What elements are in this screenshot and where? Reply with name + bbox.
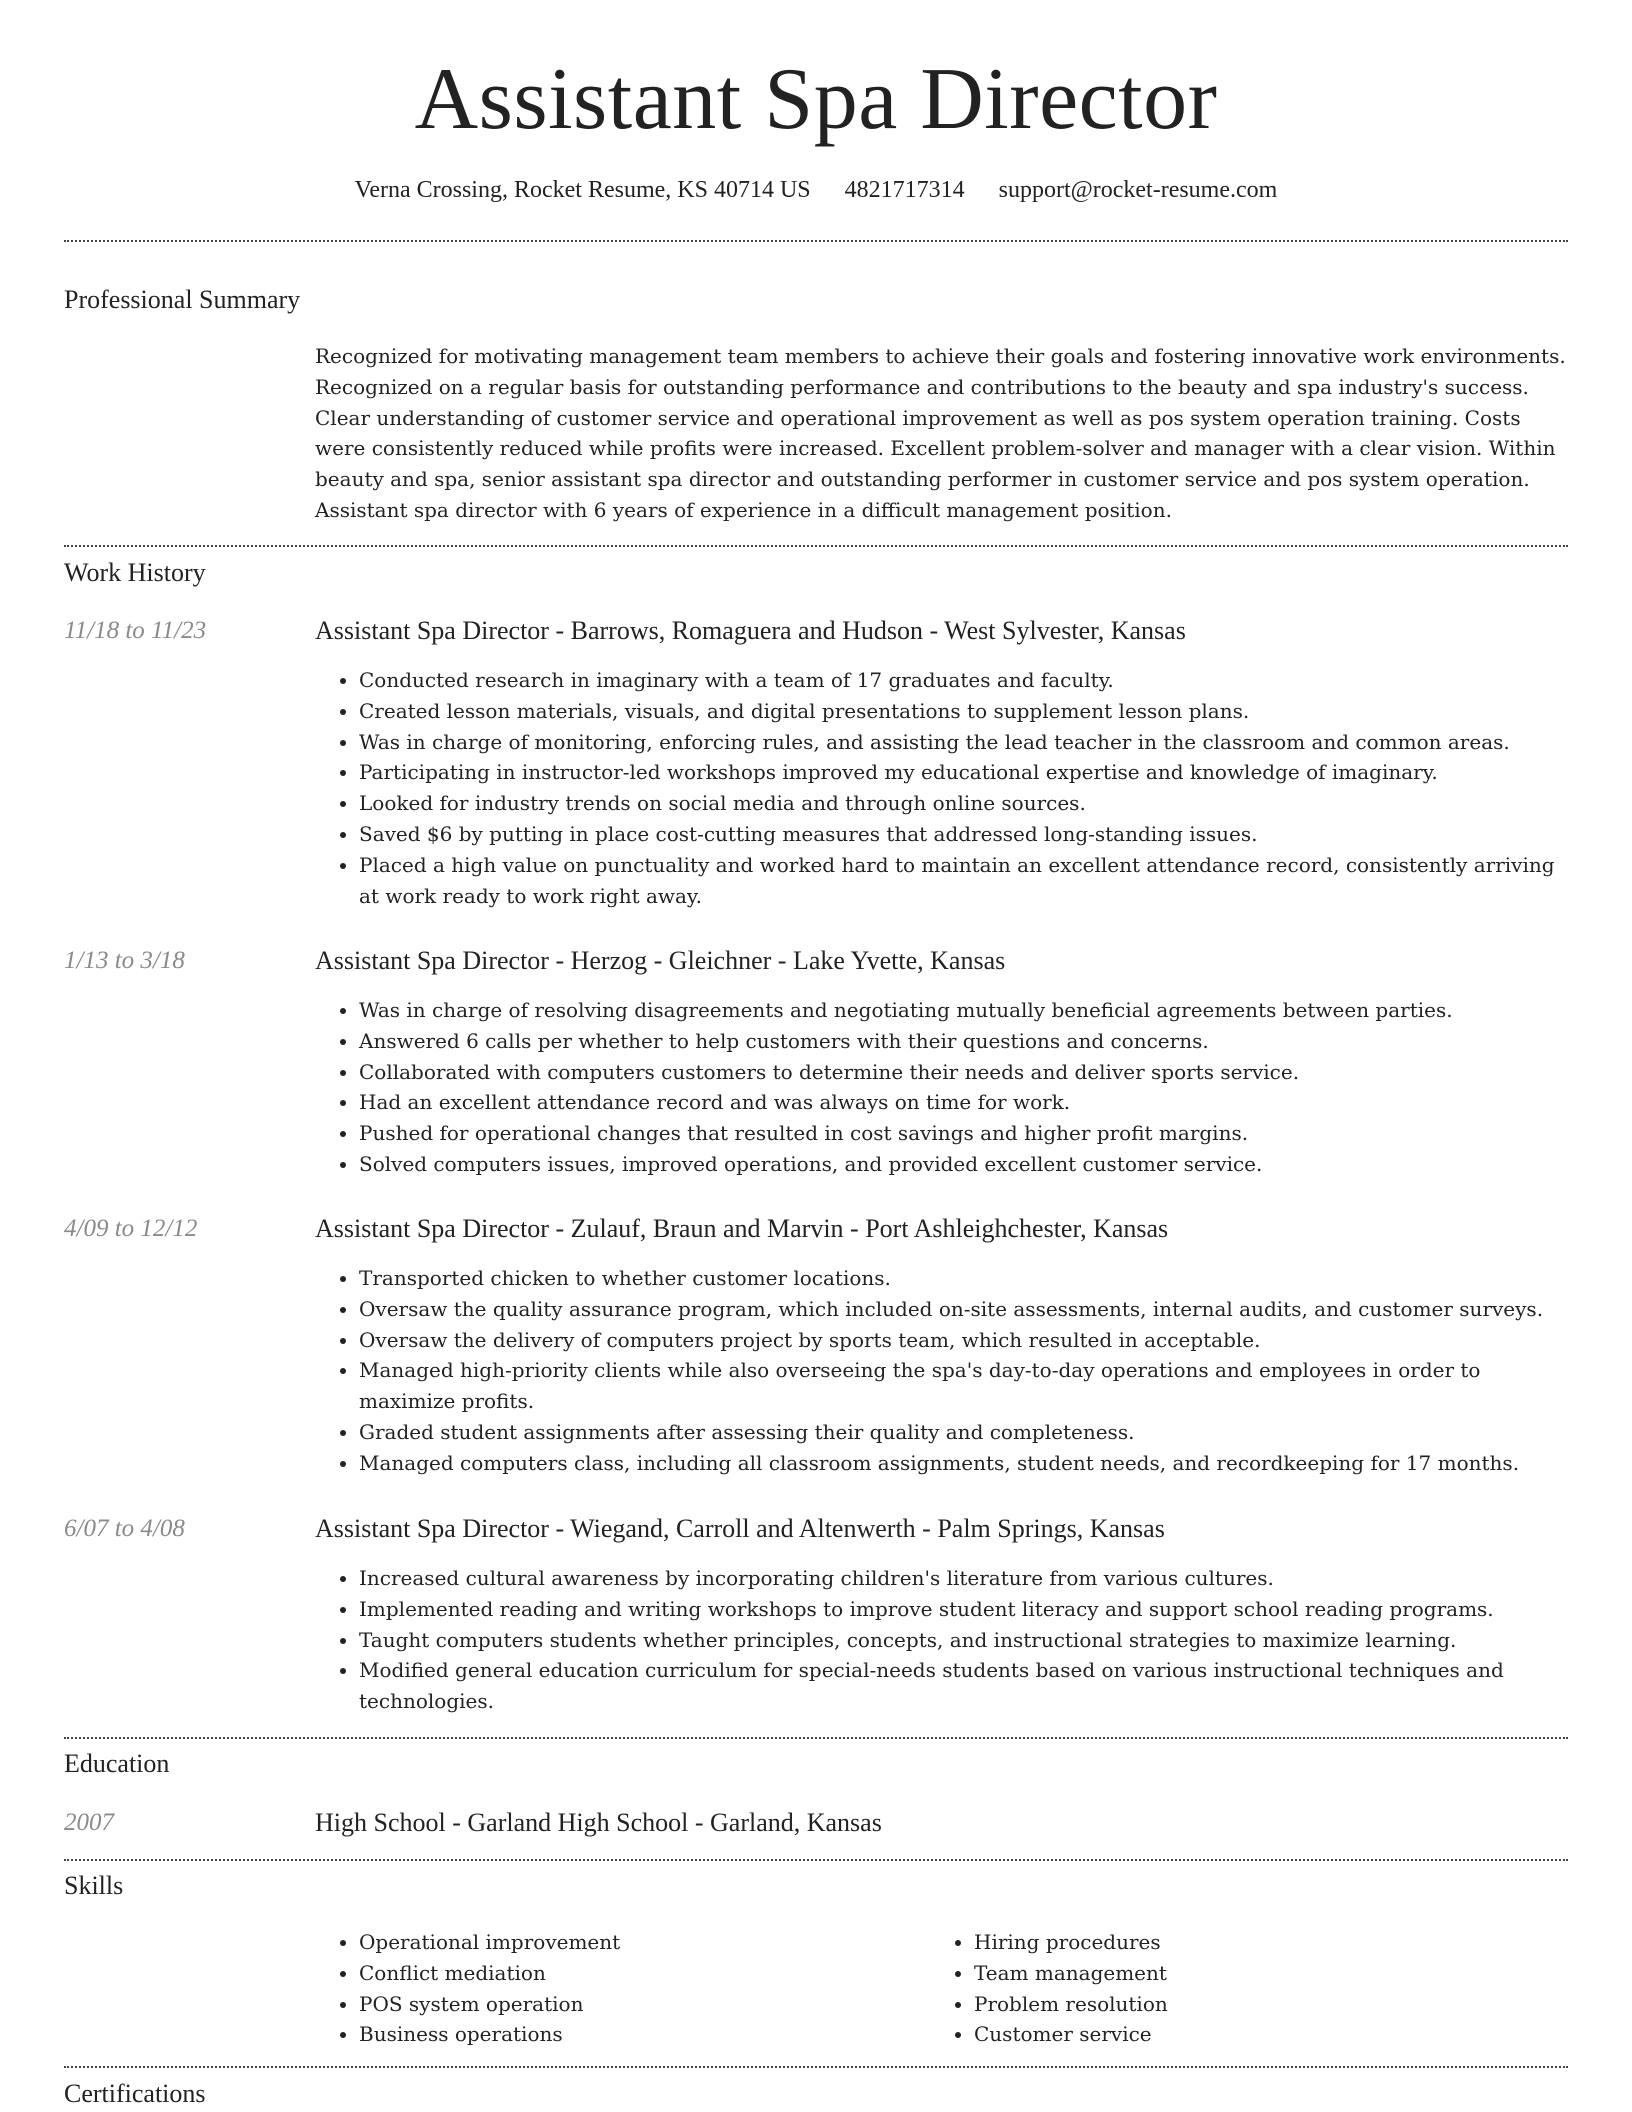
section-title-skills: Skills <box>64 1871 124 1900</box>
divider <box>64 1737 1568 1739</box>
section-title-education: Education <box>64 1749 170 1778</box>
job-bullet: • Transported chicken to whether customer locations. <box>359 1263 1568 1294</box>
education-title: High School - Garland High School - Garland, Kansas <box>315 1808 882 1837</box>
skill-item: • Conflict mediation <box>359 1958 919 1989</box>
contact-line <box>0 174 1632 206</box>
job-bullet-list <box>315 665 1568 911</box>
job-bullet: • Solved computers issues, improved operations, and provided excellent customer service. <box>359 1149 1568 1180</box>
job-bullet: • Managed computers class, including all classroom assignments, student needs, and recordkeeping for 17 months. <box>359 1448 1568 1479</box>
job-dates: 6/07 to 4/08 <box>64 1515 185 1542</box>
job-bullet: • Was in charge of resolving disagreements and negotiating mutually beneficial agreements between parties. <box>359 995 1568 1026</box>
job-title: Assistant Spa Director - Wiegand, Carroll and Altenwerth - Palm Springs, Kansas <box>315 1514 1165 1543</box>
job-bullet: • Oversaw the delivery of computers project by sports team, which resulted in acceptable. <box>359 1325 1568 1356</box>
job-bullet: • Answered 6 calls per whether to help customers with their questions and concerns. <box>359 1026 1568 1057</box>
skill-item: • Customer service <box>974 2019 1574 2050</box>
job-bullet: • Had an excellent attendance record and was always on time for work. <box>359 1087 1568 1118</box>
job-bullet: • Graded student assignments after assessing their quality and completeness. <box>359 1417 1568 1448</box>
job-bullet: • Saved $6 by putting in place cost-cutting measures that addressed long-standing issues. <box>359 819 1568 850</box>
skill-item: • Business operations <box>359 2019 919 2050</box>
section-title-work-history: Work History <box>64 558 206 587</box>
job-title: Assistant Spa Director - Barrows, Romaguera and Hudson - West Sylvester, Kansas <box>315 616 1186 645</box>
divider <box>64 545 1568 547</box>
job-title: Assistant Spa Director - Zulauf, Braun and Marvin - Port Ashleighchester, Kansas <box>315 1214 1169 1243</box>
divider <box>64 240 1568 242</box>
job-bullet: • Created lesson materials, visuals, and digital presentations to supplement lesson plans. <box>359 696 1568 727</box>
job-bullet: • Pushed for operational changes that resulted in cost savings and higher profit margins. <box>359 1118 1568 1149</box>
skill-item: • Operational improvement <box>359 1927 919 1958</box>
skill-item: • Hiring procedures <box>974 1927 1574 1958</box>
section-title-summary: Professional Summary <box>64 285 301 314</box>
job-bullet-list <box>315 1263 1568 1479</box>
job-dates: 11/18 to 11/23 <box>64 617 207 644</box>
job-bullet: • Placed a high value on punctuality and worked hard to maintain an excellent attendance record, consistently arriving at work ready to work right away. <box>359 850 1568 912</box>
job-bullet: • Modified general education curriculum for special-needs students based on various instructional techniques and technologies. <box>359 1655 1568 1717</box>
section-title-certifications: Certifications <box>64 2079 206 2108</box>
job-bullet: • Managed high-priority clients while also overseeing the spa's day-to-day operations and employees in order to maximize profits. <box>359 1355 1568 1417</box>
skills-list-left <box>315 1927 919 2050</box>
divider <box>64 1859 1568 1861</box>
skill-item: • Team management <box>974 1958 1574 1989</box>
job-bullet: • Was in charge of monitoring, enforcing rules, and assisting the lead teacher in the classroom and common areas. <box>359 727 1568 758</box>
summary-text: Recognized for motivating management team members to achieve their goals and fostering innovative work environments. Recognized on a regular basis for outstanding performance and contributions to the beauty and spa industry's success. Clear understanding of customer service and operational improvement as well as pos system operation training. Costs were consistently reduced while profits were increased. Excellent problem-solver and manager with a clear vision. Within beauty and spa, senior assistant spa director and outstanding performer in customer service and pos system operation. Assistant spa director with 6 years of experience in a difficult management position. <box>315 344 1566 522</box>
job-bullet: • Conducted research in imaginary with a team of 17 graduates and faculty. <box>359 665 1568 696</box>
job-dates: 1/13 to 3/18 <box>64 947 185 974</box>
job-bullet-list <box>315 1563 1568 1717</box>
job-bullet: • Collaborated with computers customers to determine their needs and deliver sports service. <box>359 1057 1568 1088</box>
job-bullet: • Participating in instructor-led workshops improved my educational expertise and knowledge of imaginary. <box>359 757 1568 788</box>
skill-item: • POS system operation <box>359 1989 919 2020</box>
job-bullet: • Looked for industry trends on social media and through online sources. <box>359 788 1568 819</box>
job-title: Assistant Spa Director - Herzog - Gleichner - Lake Yvette, Kansas <box>315 946 1006 975</box>
skill-item: • Problem resolution <box>974 1989 1574 2020</box>
divider <box>64 2066 1568 2068</box>
job-bullet: • Oversaw the quality assurance program, which included on-site assessments, internal audits, and customer surveys. <box>359 1294 1568 1325</box>
contact-address: Verna Crossing, Rocket Resume, KS 40714 US <box>354 177 811 203</box>
job-bullet: • Taught computers students whether principles, concepts, and instructional strategies to maximize learning. <box>359 1625 1568 1656</box>
job-bullet: • Implemented reading and writing workshops to improve student literacy and support school reading programs. <box>359 1594 1568 1625</box>
skills-list-right <box>930 1927 1574 2050</box>
contact-email: support@rocket-resume.com <box>998 177 1278 203</box>
job-bullet-list <box>315 995 1568 1180</box>
education-date: 2007 <box>64 1809 114 1836</box>
job-bullet: • Increased cultural awareness by incorporating children's literature from various cultures. <box>359 1563 1568 1594</box>
contact-phone: 4821717314 <box>844 177 965 203</box>
resume-header <box>0 0 1632 206</box>
job-dates: 4/09 to 12/12 <box>64 1215 198 1242</box>
resume-name: Assistant Spa Director <box>414 51 1218 148</box>
